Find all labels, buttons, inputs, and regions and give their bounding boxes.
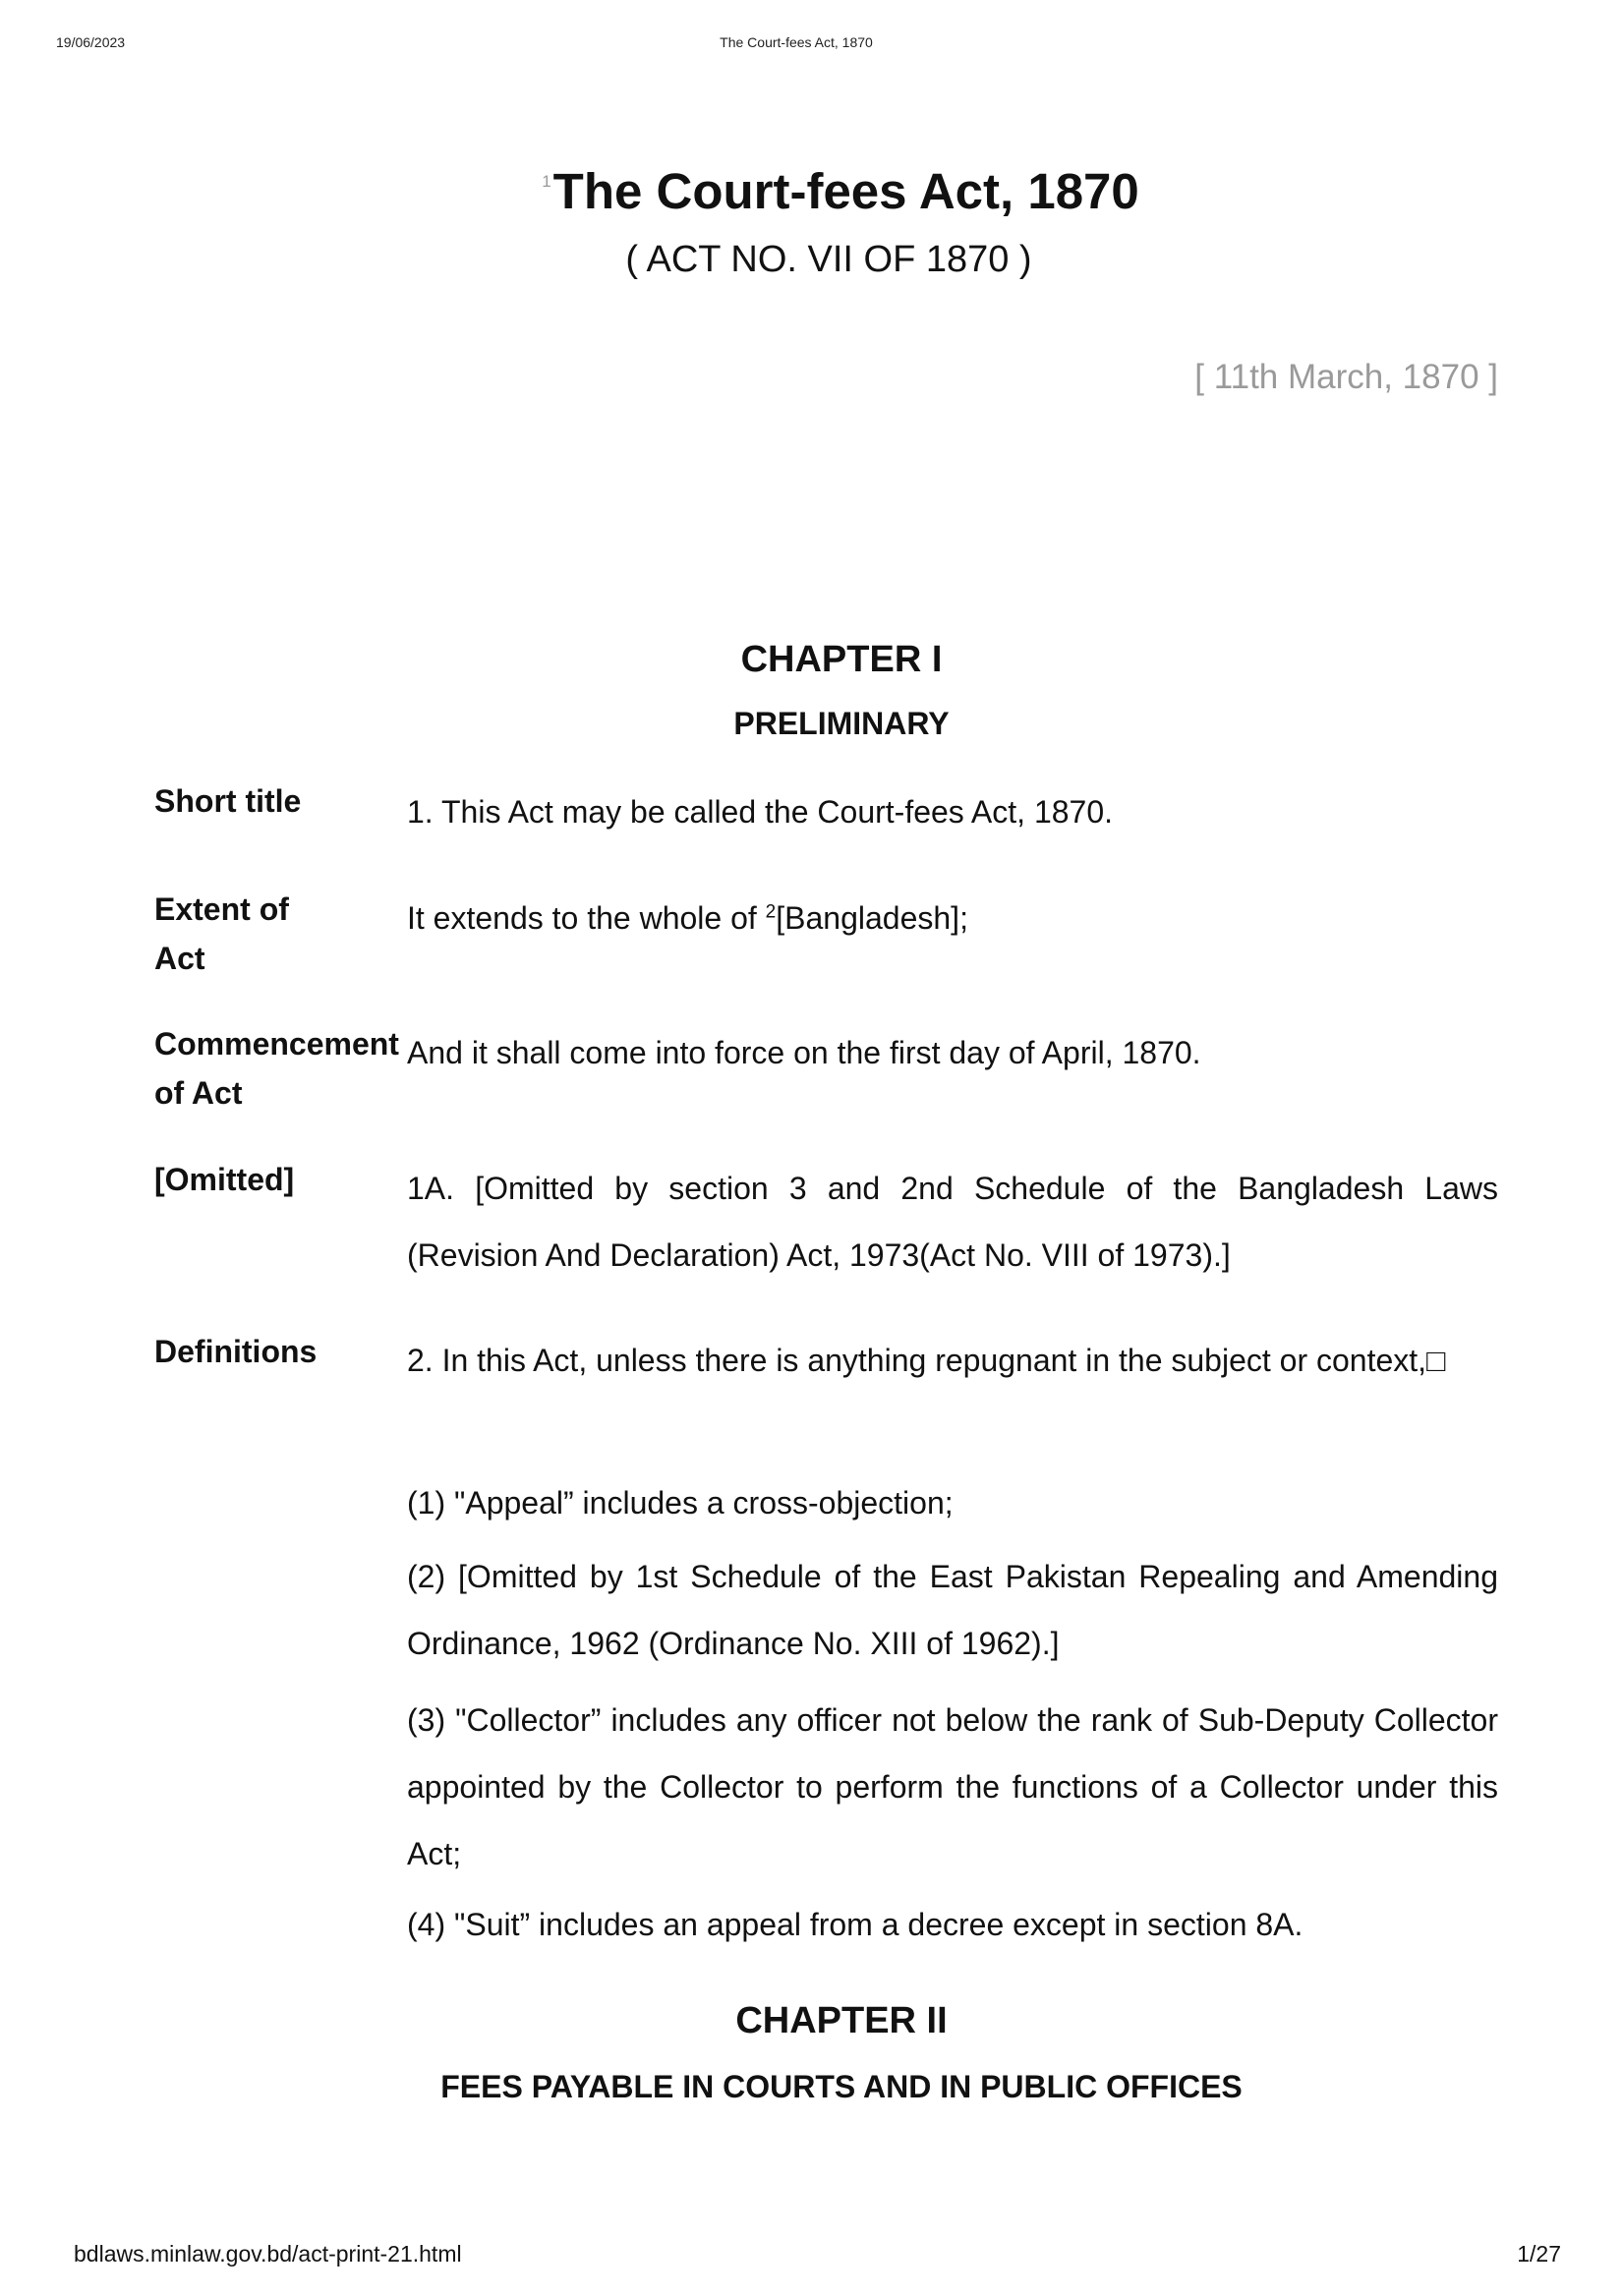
section-1-extent-text: It extends to the whole of $^2$[Bangladesh]; <box>407 900 968 936</box>
act-title-text: The Court-fees Act, 1870 <box>552 163 1139 219</box>
chapter-2-subheading: FEES PAYABLE IN COURTS AND IN PUBLIC OFFICES <box>440 2069 1243 2104</box>
extent-footnote-marker[interactable]: 2 <box>765 901 777 923</box>
side-note-definitions: Definitions <box>154 1334 318 1369</box>
print-header-title: The Court-fees Act, 1870 <box>720 34 873 50</box>
page-number: 1/27 <box>1517 2241 1561 2267</box>
definition-item: (1) "Appeal” includes a cross-objection; <box>407 1485 954 1521</box>
side-note-commencement: Commencement of Act <box>154 1026 399 1111</box>
side-note-omitted: [Omitted] <box>154 1162 295 1197</box>
print-date: 19/06/2023 <box>56 34 126 50</box>
act-title-block <box>0 162 1622 220</box>
footer-url: bdlaws.minlaw.gov.bd/act-print-21.html <box>74 2241 462 2267</box>
act-title <box>542 163 1139 219</box>
definition-item: (2) [Omitted by 1st Schedule of the East Pakistan Repealing and Amending Ordinance, 1962 (Ordinance No. XIII of 1962).] <box>407 1559 1498 1661</box>
chapter-1-heading: CHAPTER I <box>740 639 943 680</box>
section-2-intro: 2. In this Act, unless there is anything repugnant in the subject or context,□ <box>407 1343 1446 1378</box>
section-1-text: 1. This Act may be called the Court-fees Act, 1870. <box>407 794 1114 830</box>
section-1a-text: 1A. [Omitted by section 3 and 2nd Schedule of the Bangladesh Laws (Revision And Declaration) Act, 1973(Act No. VIII of 1973).] <box>407 1171 1498 1273</box>
act-date: [ 11th March, 1870 ] <box>1194 358 1498 396</box>
definition-item: (4) "Suit” includes an appeal from a decree except in section 8A. <box>407 1907 1303 1942</box>
title-footnote-marker[interactable]: 1 <box>542 172 551 191</box>
chapter-2-heading: CHAPTER II <box>735 2000 948 2041</box>
definition-item: (3) "Collector” includes any officer not below the rank of Sub-Deputy Collector appointed by the Collector to perform the functions of a Collector under this Act; <box>407 1702 1498 1871</box>
missing-glyph: □ <box>1426 1343 1446 1378</box>
section-1-commencement-text: And it shall come into force on the first day of April, 1870. <box>407 1035 1201 1070</box>
act-number: ( ACT NO. VII OF 1870 ) <box>625 239 1032 280</box>
chapter-1-subheading: PRELIMINARY <box>733 706 950 741</box>
side-note-short-title: Short title <box>154 783 302 819</box>
side-note-extent: Extent of Act <box>154 891 289 976</box>
